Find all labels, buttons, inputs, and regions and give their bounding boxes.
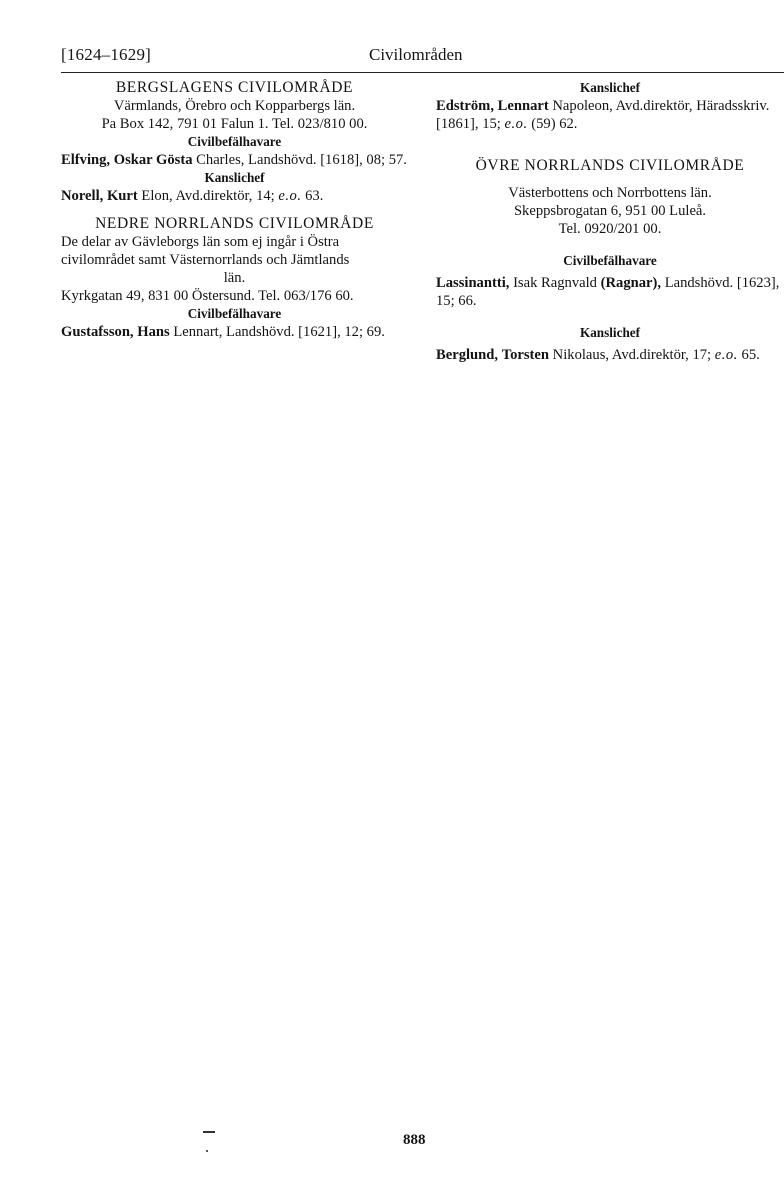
- person-eo: e.o.: [504, 116, 528, 132]
- role-heading: Kanslichef: [579, 325, 641, 340]
- left-column: [61, 79, 408, 341]
- section-title: NEDRE NORRLANDS CIVILOMRÅDE: [95, 215, 374, 232]
- region-phone: Tel. 0920/201 00.: [558, 221, 662, 237]
- section-title: ÖVRE NORRLANDS CIVILOMRÅDE: [475, 157, 745, 174]
- person-details: Elon, Avd.direktör, 14;: [141, 188, 275, 204]
- running-header: [61, 44, 784, 73]
- person-given-name: Oskar Gösta: [113, 152, 193, 168]
- region-description: De delar av Gävleborgs län som ej ingår i Östra civilområdet samt Västernorrlands och Jämtlands: [61, 234, 350, 268]
- role-heading: Kanslichef: [204, 170, 265, 185]
- region-counties: Västerbottens och Norrbottens län.: [508, 185, 712, 201]
- region-address: Kyrkgatan 49, 831 00 Östersund. Tel. 063/176 60.: [61, 288, 354, 304]
- region-address: Pa Box 142, 791 01 Falun 1. Tel. 023/810 00.: [101, 116, 368, 132]
- person-surname: Norell,: [61, 188, 104, 204]
- section-bergslagen: [61, 79, 408, 205]
- person-details: Nikolaus, Avd.direktör, 17;: [552, 347, 712, 363]
- section-nedre-norrland: [61, 215, 408, 341]
- role-heading: Civilbefälhavare: [563, 253, 657, 268]
- section-continued: [436, 79, 784, 133]
- page-number: 888: [403, 1132, 426, 1148]
- person-details-tail: (59) 62.: [531, 116, 578, 132]
- person-details: Lennart, Landshövd. [1621], 12; 69.: [173, 324, 385, 340]
- person-given-name: Torsten: [501, 347, 550, 363]
- person-surname: Edström,: [436, 98, 494, 114]
- person-given-name: Isak Ragnvald: [513, 275, 597, 291]
- role-heading: Civilbefälhavare: [187, 306, 282, 321]
- person-details: Landshövd. [1623], 15; 66.: [436, 275, 780, 309]
- person-given-name: Hans: [137, 324, 170, 340]
- role-heading: Civilbefälhavare: [187, 134, 282, 149]
- person-entry: [61, 151, 408, 169]
- person-call-name: (Ragnar),: [600, 275, 662, 291]
- print-dot: [206, 1150, 208, 1152]
- person-surname: Berglund,: [436, 347, 499, 363]
- page-range: [1624–1629]: [61, 45, 152, 64]
- person-surname: Lassinantti,: [436, 275, 510, 291]
- person-details: Napoleon, Avd.direktör, Häradsskriv. [1861], 15;: [436, 98, 770, 132]
- region-counties: Värmlands, Örebro och Kopparbergs län.: [113, 98, 356, 114]
- person-eo: e.o.: [278, 188, 302, 204]
- print-mark: [203, 1131, 215, 1133]
- region-address: Skeppsbrogatan 6, 951 00 Luleå.: [513, 203, 707, 219]
- region-description-end: län.: [223, 270, 246, 286]
- person-details-tail: 65.: [741, 347, 760, 363]
- person-eo: e.o.: [714, 347, 738, 363]
- person-entry: [436, 97, 784, 133]
- person-entry: [436, 274, 784, 310]
- role-heading: Kanslichef: [579, 80, 641, 95]
- running-title: Civilområden: [369, 45, 463, 64]
- person-given-name: Lennart: [497, 98, 549, 114]
- person-given-name: Kurt: [106, 188, 138, 204]
- person-details-tail: 63.: [305, 188, 324, 204]
- person-entry: [61, 323, 408, 341]
- person-details: Charles, Landshövd. [1618], 08; 57.: [196, 152, 407, 168]
- section-ovre-norrland: [436, 157, 784, 364]
- section-title: BERGSLAGENS CIVILOMRÅDE: [115, 79, 354, 96]
- person-surname: Elfving,: [61, 152, 111, 168]
- right-column: [436, 79, 784, 364]
- person-entry: [436, 346, 784, 364]
- person-entry: [61, 187, 408, 205]
- person-surname: Gustafsson,: [61, 324, 134, 340]
